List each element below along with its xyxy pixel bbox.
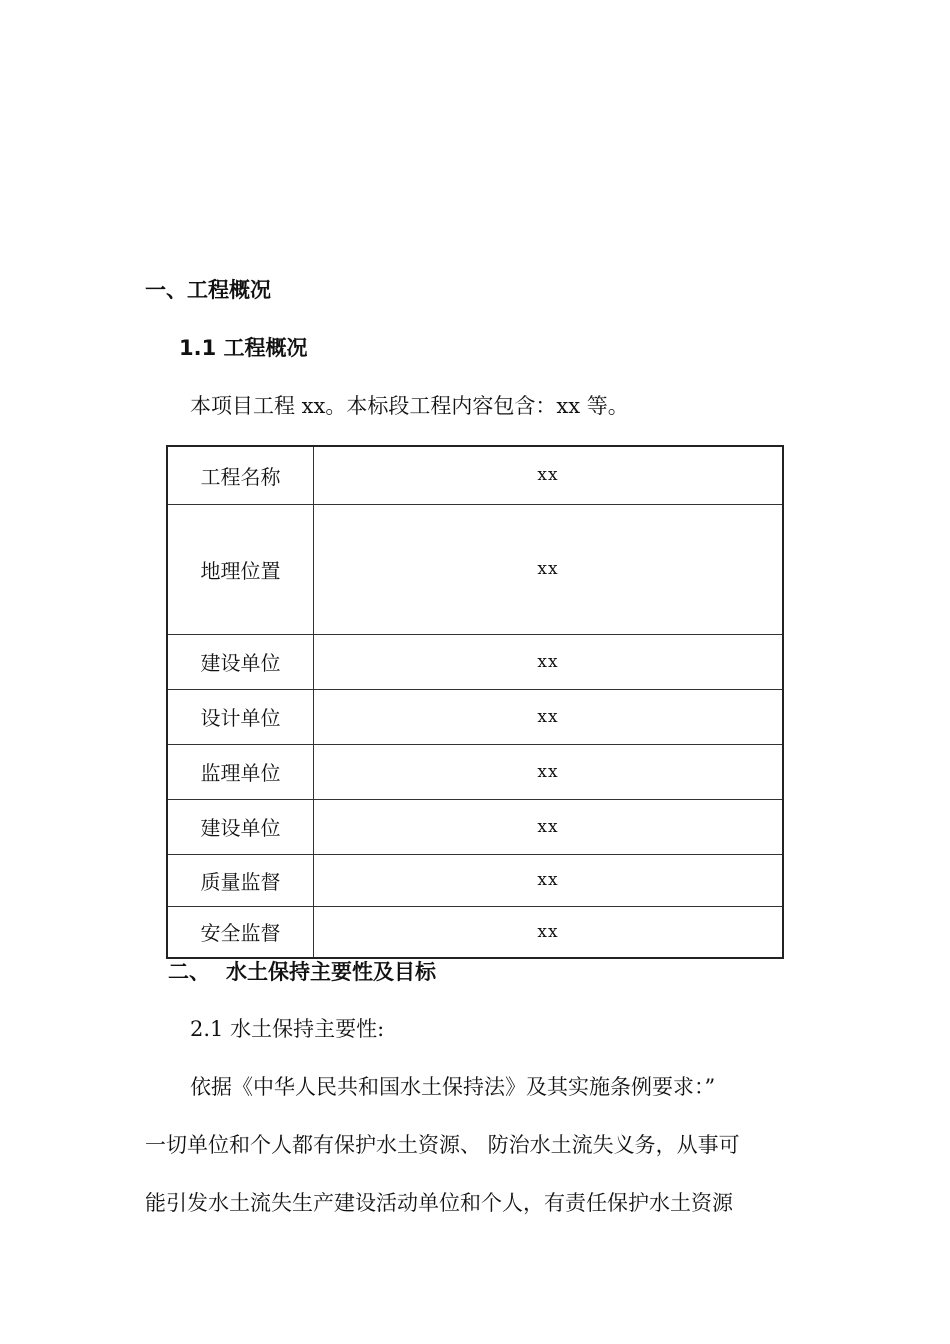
table-label: 设计单位: [167, 689, 314, 744]
table-label: 质量监督: [167, 854, 314, 906]
table-value: xx: [314, 504, 784, 634]
project-info-table: [166, 445, 784, 959]
section2-line-1: 依据《中华人民共和国水土保持法》及其实施条例要求：”: [190, 1075, 716, 1099]
table-value: xx: [314, 906, 784, 958]
section1-intro: 本项目工程 xx。本标段工程内容包含：xx 等。: [190, 394, 629, 418]
table-label: 安全监督: [167, 906, 314, 958]
table-row: [167, 744, 783, 799]
section2-number: 二、: [168, 960, 210, 984]
section1-subtitle: 1.1 工程概况: [179, 336, 308, 360]
table-label: 监理单位: [167, 744, 314, 799]
table-value: xx: [314, 744, 784, 799]
table-label: 建设单位: [167, 799, 314, 854]
table-value: xx: [314, 634, 784, 689]
table-row: [167, 799, 783, 854]
table-label: 工程名称: [167, 446, 314, 504]
table-row: [167, 634, 783, 689]
table-row: [167, 854, 783, 906]
table-value: xx: [314, 854, 784, 906]
section2-title: [168, 956, 436, 986]
table-row: [167, 446, 783, 504]
table-label: 地理位置: [167, 504, 314, 634]
table-row: [167, 689, 783, 744]
table-value: xx: [314, 689, 784, 744]
section2-line-2: 一切单位和个人都有保护水土资源、 防治水土流失义务，从事可: [145, 1133, 740, 1157]
table-label: 建设单位: [167, 634, 314, 689]
section2-subtitle: 2.1 水土保持主要性:: [190, 1017, 385, 1041]
table-row: [167, 906, 783, 958]
table-value: xx: [314, 799, 784, 854]
table-row: [167, 504, 783, 634]
section1-title: 一、工程概况: [145, 278, 271, 302]
section2-title-text: 水土保持主要性及目标: [226, 960, 436, 984]
section2-line-3: 能引发水土流失生产建设活动单位和个人，有责任保护水土资源: [145, 1191, 733, 1215]
table-value: xx: [314, 446, 784, 504]
